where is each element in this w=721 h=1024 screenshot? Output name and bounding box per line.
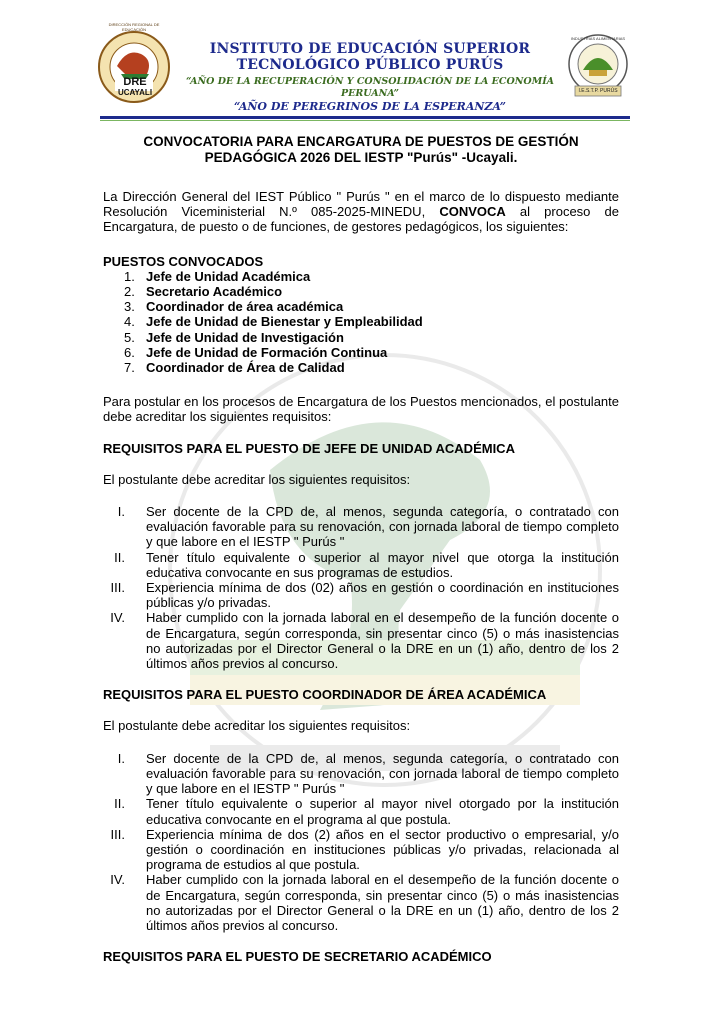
requirement-text: Ser docente de la CPD de, al menos, segunda categoría, o contratado con evaluación favorable para su renovación, con jornada laboral de tiempo completo y que labore en el IESTP " Purús "	[146, 750, 619, 797]
roman-numeral: III.	[110, 826, 125, 842]
list-number: 4.	[124, 314, 135, 330]
intro-paragraph	[103, 189, 619, 235]
requirement-text: Haber cumplido con la jornada laboral en el desempeño de la función docente o de Encargatura, según corresponda, sin presentar cinco (5) o más inasistencias no autorizadas por el Director General o la DRE en un (1) año, dentro de los 2 últimos años previos al concurso.	[146, 872, 619, 933]
header-rule-blue	[100, 116, 630, 119]
intro-convoca: CONVOCA	[439, 204, 506, 220]
position-label: Secretario Académico	[146, 284, 283, 300]
intro-text-start: La Dirección General del IEST Público " Purús " en el marco de lo dispuesto mediante Resolución Viceministerial N.º 085-2025-MINEDU,	[103, 189, 619, 220]
document-body	[103, 134, 619, 980]
requirement-item	[103, 610, 619, 671]
positions-heading: PUESTOS CONVOCADOS	[103, 253, 264, 269]
list-item	[103, 360, 619, 375]
intro-text-end: al proceso de Encargatura, de puesto o de funciones, de gestores pedagógicos, los siguientes:	[103, 204, 620, 235]
section-intro: El postulante debe acreditar los siguientes requisitos:	[103, 471, 411, 487]
year-motto-1: “AÑO DE LA RECUPERACIÓN Y CONSOLIDACIÓN DE LA ECONOMÍA PERUANA”	[185, 76, 555, 99]
position-label: Coordinador de Área de Calidad	[146, 360, 345, 376]
list-item	[103, 269, 619, 284]
position-label: Jefe de Unidad de Bienestar y Empleabilidad	[146, 314, 423, 330]
requirement-item	[103, 580, 619, 610]
requirement-text: Haber cumplido con la jornada laboral en el desempeño de la función docente o de Encargatura, según corresponda, sin presentar cinco (5) o más inasistencias no autorizadas por el Director General o la DRE en un (1) año, dentro de los 2 últimos años previos al concurso.	[146, 610, 619, 672]
list-item	[103, 345, 619, 360]
roman-numeral: II.	[114, 796, 125, 812]
requirement-item	[103, 504, 619, 550]
logo-right-arc-text: INDUSTRIAS ALIMENTARIAS	[570, 36, 626, 41]
list-item	[103, 299, 619, 314]
letterhead	[0, 0, 721, 120]
requirements-list	[103, 751, 619, 933]
positions-list	[103, 269, 619, 375]
document-title: CONVOCATORIA PARA ENCARGATURA DE PUESTOS DE GESTIÓN PEDAGÓGICA 2026 DEL IESTP "Purús" -Ucayali.	[143, 134, 579, 165]
position-label: Jefe de Unidad Académica	[146, 268, 311, 284]
requirement-text: Tener título equivalente o superior al mayor nivel que otorga la institución educativa convocante en sus programas de estudios.	[146, 549, 619, 580]
section-heading-secretario-academico: REQUISITOS PARA EL PUESTO DE SECRETARIO ACADÉMICO	[103, 949, 492, 965]
list-number: 1.	[124, 268, 135, 284]
roman-numeral: III.	[110, 580, 125, 596]
logo-left-abbr: DRE	[123, 76, 147, 88]
requirement-text: Experiencia mínima de dos (2) años en el sector productivo o empresarial, y/o gestión o coordinación en instituciones públicas y/o privadas, relacionada al programa de estudios al que postula.	[146, 826, 619, 873]
list-number: 6.	[124, 344, 135, 360]
position-label: Jefe de Unidad de Investigación	[146, 329, 344, 345]
list-number: 2.	[124, 284, 135, 300]
section-intro: El postulante debe acreditar los siguientes requisitos:	[103, 718, 411, 734]
list-number: 3.	[124, 299, 135, 315]
institution-title-line1: INSTITUTO DE EDUCACIÓN SUPERIOR	[209, 41, 531, 57]
list-number: 5.	[124, 329, 135, 345]
list-item	[103, 330, 619, 345]
requirement-item	[103, 751, 619, 797]
section-heading-coordinador-area-academica: REQUISITOS PARA EL PUESTO COORDINADOR DE ÁREA ACADÉMICA	[103, 687, 547, 703]
roman-numeral: II.	[114, 549, 125, 565]
requirement-item	[103, 550, 619, 580]
logo-left-arc-text: DIRECCIÓN REGIONAL DE EDUCACIÓN	[108, 22, 160, 32]
section-heading-jefe-unidad-academica: REQUISITOS PARA EL PUESTO DE JEFE DE UNIDAD ACADÉMICA	[103, 440, 515, 456]
logo-left-region: UCAYALI	[117, 88, 153, 97]
postular-paragraph: Para postular en los procesos de Encargatura de los Puestos mencionados, el postulante debe acreditar los siguientes requisitos:	[103, 394, 619, 425]
list-item	[103, 284, 619, 299]
list-item	[103, 314, 619, 329]
position-label: Jefe de Unidad de Formación Continua	[146, 344, 388, 360]
position-label: Coordinador de área académica	[146, 299, 344, 315]
requirement-item	[103, 827, 619, 873]
header-rule-green	[100, 120, 630, 121]
requirement-text: Tener título equivalente o superior al mayor nivel otorgado por la institución educativa convocante en el programa al que postula.	[146, 796, 619, 827]
requirements-list	[103, 504, 619, 671]
requirement-text: Ser docente de la CPD de, al menos, segunda categoría, o contratado con evaluación favorable para su renovación, con jornada laboral de tiempo completo y que labore en el IESTP " Purús "	[146, 504, 619, 550]
requirement-item	[103, 796, 619, 826]
year-motto-2: “AÑO DE PEREGRINOS DE LA ESPERANZA”	[234, 100, 506, 113]
list-number: 7.	[124, 360, 135, 376]
institution-title-line2: TECNOLÓGICO PÚBLICO PURÚS	[236, 57, 504, 73]
requirement-text: Experiencia mínima de dos (02) años en gestión o coordinación en instituciones públicas y/o privadas.	[146, 580, 619, 611]
roman-numeral: IV.	[110, 872, 125, 888]
requirement-item	[103, 872, 619, 933]
roman-numeral: I.	[117, 750, 125, 766]
logo-right-caption: I.E.S.T.P. PURÚS	[578, 88, 618, 94]
roman-numeral: IV.	[110, 610, 125, 626]
roman-numeral: I.	[117, 504, 125, 520]
